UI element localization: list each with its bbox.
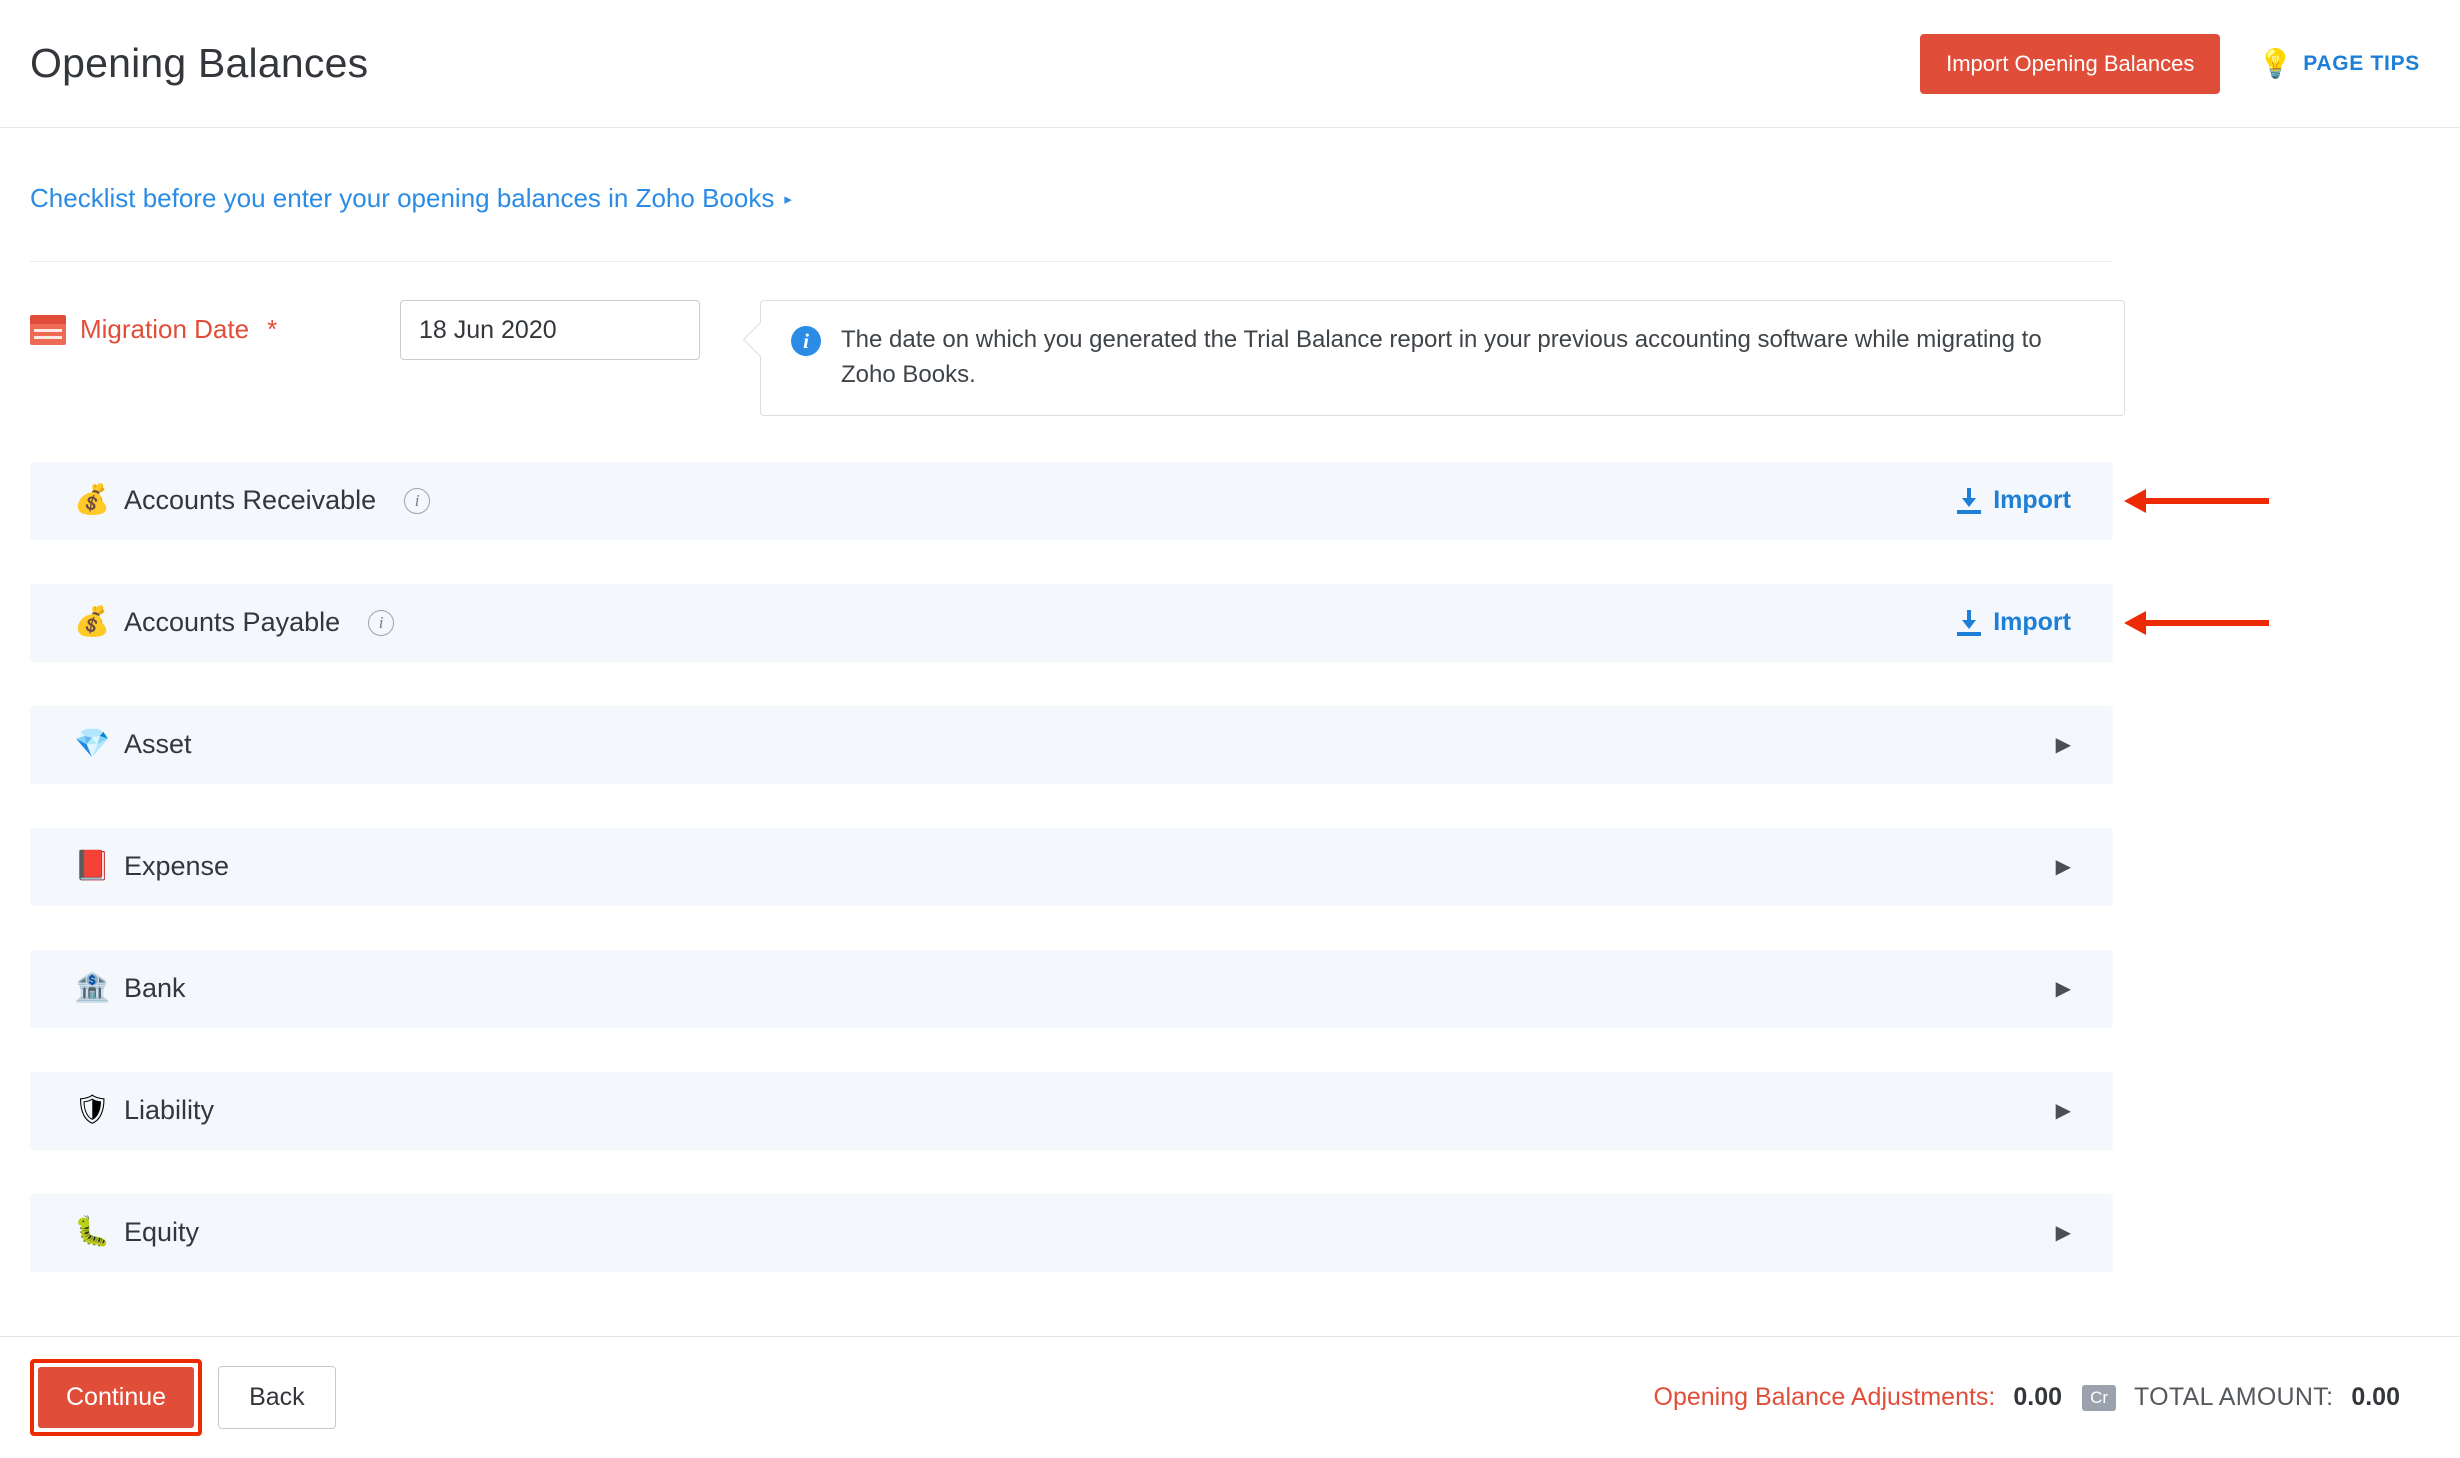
info-icon[interactable]: i: [368, 610, 394, 636]
equity-icon: 🐛: [74, 1216, 111, 1249]
calendar-icon: [30, 315, 66, 345]
header-actions: [1920, 34, 2420, 94]
total-amount-label: TOTAL AMOUNT:: [2134, 1383, 2334, 1411]
account-row-label: Accounts Payable: [124, 607, 341, 638]
credit-badge: Cr: [2082, 1385, 2116, 1411]
migration-date-label: Migration Date: [80, 314, 250, 344]
account-row-action: [2056, 979, 2071, 999]
money-bag-green-icon: 💰: [74, 484, 111, 517]
page-body: [0, 128, 2460, 1272]
migration-date-input[interactable]: [400, 300, 700, 360]
account-row-label: Equity: [124, 1217, 200, 1248]
account-row-label-group: [74, 1217, 199, 1248]
migration-date-tooltip: [760, 300, 2125, 416]
checklist-label: Checklist before you enter your opening balances in Zoho Books: [30, 183, 775, 213]
page-title: Opening Balances: [30, 40, 369, 86]
account-row-asset[interactable]: [30, 706, 2113, 784]
page-footer: [0, 1336, 2460, 1458]
gem-icon: 💎: [74, 728, 111, 761]
continue-button-highlight: [30, 1359, 202, 1436]
back-button[interactable]: Back: [218, 1366, 336, 1429]
account-row-label-group: [74, 485, 430, 516]
info-icon[interactable]: i: [404, 488, 430, 514]
account-rows: [30, 462, 2460, 1272]
account-row-label: Asset: [124, 729, 192, 760]
account-row-label-group: [74, 1095, 214, 1126]
book-icon: 📕: [74, 850, 111, 883]
page-tips-label: PAGE TIPS: [2303, 51, 2420, 75]
continue-button[interactable]: Continue: [38, 1367, 194, 1428]
annotation-arrow-receivable: [2144, 498, 2269, 504]
account-row-label: Liability: [124, 1095, 215, 1126]
footer-totals: [1654, 1383, 2421, 1412]
chevron-right-icon: ▸: [784, 191, 792, 208]
expand-chevron-icon[interactable]: ▶: [2055, 977, 2071, 1000]
account-row-label-group: [74, 851, 229, 882]
download-icon: [1957, 488, 1981, 514]
migration-date-row: [30, 300, 2460, 416]
account-row-label-group: [74, 607, 394, 638]
checklist-link[interactable]: [30, 183, 792, 214]
import-link-label: Import: [1993, 608, 2071, 637]
account-row-action: [1957, 486, 2071, 515]
account-row-expense[interactable]: [30, 828, 2113, 906]
account-row-action: [2056, 1101, 2071, 1121]
bank-icon: 🏦: [74, 972, 111, 1005]
account-row-action: [2056, 857, 2071, 877]
import-link[interactable]: [1957, 608, 2071, 637]
import-link[interactable]: [1957, 486, 2071, 515]
section-divider: [30, 261, 2113, 262]
migration-date-tooltip-text: The date on which you generated the Trial Balance report in your previous accounting software while migrating to Zoho Books.: [841, 326, 2042, 388]
money-bag-yellow-icon: 💰: [74, 606, 111, 639]
expand-chevron-icon[interactable]: ▶: [2055, 1221, 2071, 1244]
download-icon: [1957, 610, 1981, 636]
account-row-bank[interactable]: [30, 950, 2113, 1028]
account-row-action: [2056, 1223, 2071, 1243]
account-row-accounts-receivable[interactable]: [30, 462, 2113, 540]
expand-chevron-icon[interactable]: ▶: [2055, 733, 2071, 756]
page-header: [0, 0, 2460, 128]
account-row-label-group: [74, 973, 186, 1004]
account-row-equity[interactable]: [30, 1194, 2113, 1272]
import-opening-balances-button[interactable]: Import Opening Balances: [1920, 34, 2220, 94]
required-asterisk: *: [267, 314, 278, 344]
account-row-action: [2056, 735, 2071, 755]
expand-chevron-icon[interactable]: ▶: [2055, 855, 2071, 878]
account-row-label: Expense: [124, 851, 230, 882]
opening-balance-adjustments-value: 0.00: [2013, 1383, 2063, 1411]
account-row-label-group: [74, 729, 192, 760]
account-row-label: Accounts Receivable: [124, 485, 377, 516]
expand-chevron-icon[interactable]: ▶: [2055, 1099, 2071, 1122]
shield-icon: 🛡: [74, 1094, 111, 1127]
annotation-arrow-payable: [2144, 620, 2269, 626]
account-row-liability[interactable]: [30, 1072, 2113, 1150]
account-row-accounts-payable[interactable]: [30, 584, 2113, 662]
migration-date-label-group: [30, 300, 400, 345]
lightbulb-icon: 💡: [2258, 47, 2294, 79]
info-icon: i: [791, 326, 821, 356]
import-link-label: Import: [1993, 486, 2071, 515]
opening-balance-adjustments-label: Opening Balance Adjustments:: [1653, 1383, 1996, 1411]
total-amount-value: 0.00: [2351, 1383, 2400, 1411]
account-row-action: [1957, 608, 2071, 637]
account-row-label: Bank: [124, 973, 186, 1004]
page-tips-button[interactable]: [2258, 47, 2420, 79]
